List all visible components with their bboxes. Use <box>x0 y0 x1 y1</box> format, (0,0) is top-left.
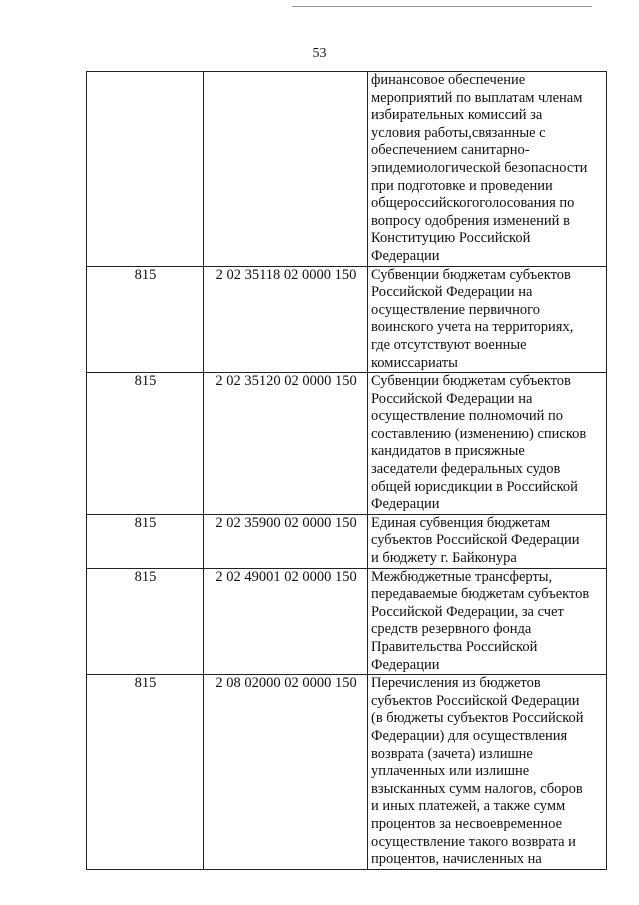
description-line: и бюджету г. Байконура <box>371 550 517 567</box>
description-line: Межбюджетные трансферты, <box>371 568 553 585</box>
description-line: вопросу одобрения изменений в <box>371 212 570 229</box>
description-line: условия работы,связанные с <box>371 124 546 141</box>
description-line: мероприятий по выплатам членам <box>371 89 583 106</box>
description-line: средств резервного фонда <box>371 621 532 638</box>
description-line: финансовое обеспечение <box>371 72 526 88</box>
budget-codes-table <box>86 71 607 870</box>
description-line: субъектов Российской Федерации <box>371 692 580 709</box>
description-line: где отсутствуют военные <box>371 336 527 353</box>
budget-code-cell <box>204 72 368 267</box>
description-line: обеспечением санитарно- <box>371 142 530 159</box>
table-row <box>87 514 607 568</box>
description-line: Федерации <box>371 496 440 513</box>
budget-code-cell: 2 08 02000 02 0000 150 <box>204 675 368 870</box>
table-row <box>87 568 607 675</box>
description-line: эпидемиологической безопасности <box>371 159 588 176</box>
admin-code-cell: 815 <box>87 266 204 373</box>
description-cell <box>368 514 607 568</box>
description-line: возврата (зачета) излишне <box>371 745 533 762</box>
description-line: комиссариаты <box>371 354 458 371</box>
description-line: Субвенции бюджетам субъектов <box>371 373 571 390</box>
description-line: Федерации) для осуществления <box>371 727 568 744</box>
description-line: процентов, начисленных на <box>371 851 542 868</box>
description-line: общероссийскогоголосования по <box>371 195 575 212</box>
description-line: заседатели федеральных судов <box>371 461 561 478</box>
page-number: 53 <box>312 46 327 61</box>
description-cell <box>368 373 607 515</box>
scan-edge-line <box>292 6 592 7</box>
admin-code-cell: 815 <box>87 675 204 870</box>
description-line: осуществление полномочий по <box>371 408 564 425</box>
description-line: процентов за несвоевременное <box>371 815 562 832</box>
description-line: Федерации <box>371 656 440 673</box>
admin-code-cell: 815 <box>87 514 204 568</box>
description-line: Правительства Российской <box>371 639 538 655</box>
description-cell <box>368 675 607 870</box>
table-row <box>87 675 607 870</box>
table-row <box>87 266 607 373</box>
description-line: общей юрисдикции в Российской <box>371 478 578 495</box>
description-line: взысканных сумм налогов, сборов <box>371 780 583 797</box>
description-line: Субвенции бюджетам субъектов <box>371 266 571 283</box>
description-line: Федерации <box>371 247 440 264</box>
description-line: передаваемые бюджетам субъектов <box>371 586 590 603</box>
admin-code-cell: 815 <box>87 568 204 675</box>
description-line: субъектов Российской Федерации <box>371 532 580 549</box>
description-line: осуществление первичного <box>371 301 540 318</box>
description-cell <box>368 72 607 267</box>
description-line: составлению (изменению) списков <box>371 425 587 442</box>
table-row <box>87 72 607 267</box>
description-line: и иных платежей, а также сумм <box>371 798 566 815</box>
description-line: (в бюджеты субъектов Российской <box>371 710 584 727</box>
description-line: уплаченных или излишне <box>371 763 530 780</box>
description-line: Конституцию Российской <box>371 230 531 247</box>
description-cell <box>368 266 607 373</box>
budget-code-cell: 2 02 35120 02 0000 150 <box>204 373 368 515</box>
table-row <box>87 373 607 515</box>
description-line: Единая субвенция бюджетам <box>371 514 551 531</box>
description-line: кандидатов в присяжные <box>371 443 525 460</box>
description-line: осуществление такого возврата и <box>371 833 576 850</box>
admin-code-cell <box>87 72 204 267</box>
description-cell <box>368 568 607 675</box>
budget-code-cell: 2 02 35900 02 0000 150 <box>204 514 368 568</box>
description-line: Российской Федерации на <box>371 284 533 301</box>
description-line: Российской Федерации на <box>371 390 533 407</box>
description-line: воинского учета на территориях, <box>371 319 574 336</box>
description-line: Российской Федерации, за счет <box>371 603 564 620</box>
budget-code-cell: 2 02 49001 02 0000 150 <box>204 568 368 675</box>
description-line: при подготовке и проведении <box>371 177 553 194</box>
budget-code-cell: 2 02 35118 02 0000 150 <box>204 266 368 373</box>
admin-code-cell: 815 <box>87 373 204 515</box>
description-line: Перечисления из бюджетов <box>371 675 541 692</box>
description-line: избирательных комиссий за <box>371 107 543 124</box>
